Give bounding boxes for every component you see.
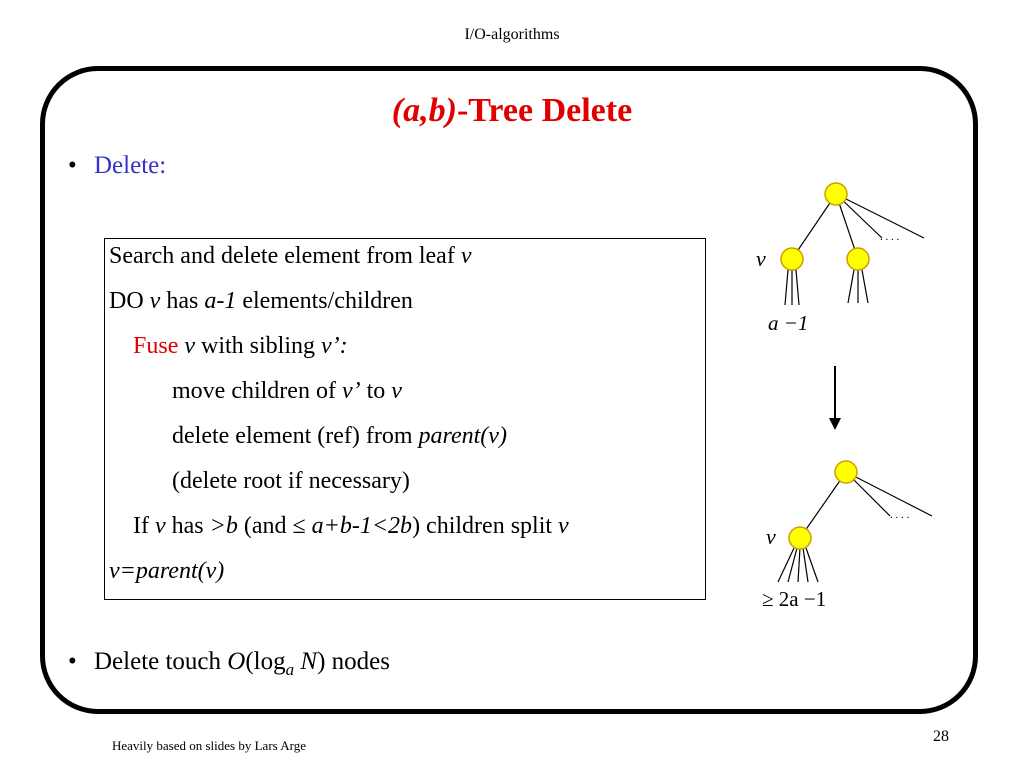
algo-text: elements/children [236, 288, 413, 314]
algo-text: (and ≤ [237, 513, 312, 539]
algo-text: has [160, 288, 205, 314]
bullet-delete-touch [68, 648, 390, 680]
algo-line-8 [109, 558, 224, 585]
algo-var: v [558, 513, 569, 539]
algo-var: v’ [341, 378, 361, 404]
algo-var: >b [209, 513, 238, 539]
algo-line-1 [109, 243, 471, 270]
touch-close: ) nodes [317, 648, 390, 675]
tree-ellipsis: . . . . [880, 231, 900, 243]
algo-fuse-keyword: Fuse [133, 333, 179, 359]
touch-N: N [294, 648, 318, 675]
bullet-dot: • [68, 648, 77, 675]
touch-sub: a [285, 660, 295, 679]
bullet-delete [68, 152, 166, 180]
algo-text: Search and delete element from leaf [109, 243, 461, 269]
algo-var: parent(v) [418, 423, 507, 449]
tree-top-count-label: a −1 [768, 311, 809, 335]
header-course: I/O-algorithms [464, 26, 560, 43]
algo-var: a+b-1<2b [311, 513, 413, 539]
title-rest: -Tree Delete [456, 92, 633, 129]
title-ab: (a,b) [391, 92, 457, 129]
algo-var: a-1 [204, 288, 237, 314]
algo-var: v [154, 513, 166, 539]
touch-O: O [227, 648, 246, 675]
algo-var: v’: [321, 333, 348, 359]
tree-root-node [825, 183, 847, 205]
down-arrow-icon [829, 366, 841, 430]
algo-line-5 [172, 423, 507, 450]
tree-after-ellipsis: . . . . [890, 509, 910, 521]
tree-top-v-label: v [756, 246, 766, 271]
touch-open: (log [245, 648, 286, 675]
tree-node-sibling [847, 248, 869, 270]
algo-text: DO [109, 288, 150, 314]
algo-line-7 [133, 513, 569, 540]
slide-title [0, 92, 1024, 130]
algo-var: v=parent(v) [109, 558, 225, 584]
tree-after-node-v [789, 527, 811, 549]
algo-var: v [391, 378, 402, 404]
algo-text: (delete root if necessary) [172, 468, 410, 494]
algo-line-6 [172, 468, 410, 495]
algo-text: ) children split [412, 513, 559, 539]
algo-var: v [149, 288, 161, 314]
algo-var: v [178, 333, 195, 359]
algo-text: has [165, 513, 210, 539]
algo-text: with sibling [195, 333, 322, 359]
algo-text: move children of [172, 378, 342, 404]
algo-text: If [133, 513, 155, 539]
algo-line-2 [109, 288, 413, 315]
tree-node-v [781, 248, 803, 270]
tree-after-root-node [835, 461, 857, 483]
bullet-dot: • [68, 152, 77, 179]
algo-text: delete element (ref) from [172, 423, 419, 449]
algo-var: v [460, 243, 472, 269]
bullet-delete-label: Delete: [94, 152, 167, 179]
footer-credit: Heavily based on slides by Lars Arge [112, 738, 306, 753]
algo-text: to [360, 378, 392, 404]
algo-line-4 [172, 378, 402, 405]
algorithm-box [104, 238, 706, 600]
touch-prefix: Delete touch [94, 648, 228, 675]
tree-bottom-v-label: v [766, 524, 776, 549]
page-number: 28 [933, 728, 949, 745]
algo-line-3 [133, 333, 348, 360]
tree-bottom-count-label: ≥ 2a −1 [762, 587, 827, 611]
tree-diagram [730, 170, 950, 620]
